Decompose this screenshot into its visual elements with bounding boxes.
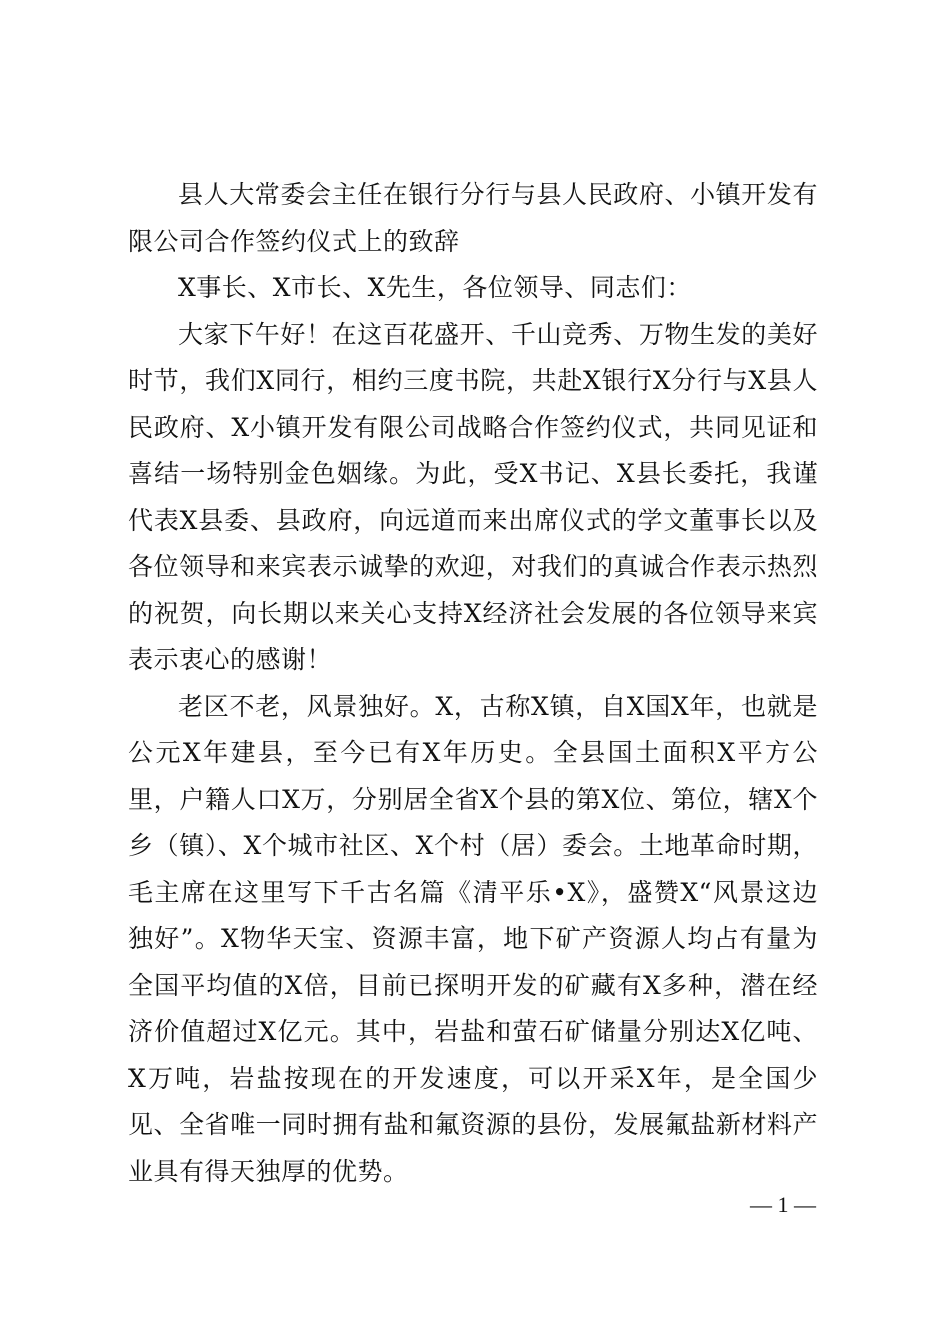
paragraph-county-overview: 老区不老，风景独好。X，古称X镇，自X国X年，也就是公元X年建县，至今已有X年历史。全县国土面积X平方公里，户籍人口X万，分别居全省X个县的第X位、第位，辖X个乡（镇）、X个城市社区、X个村（居）委会。土地革命时期，毛主席在这里写下千古名篇《清平乐•X》，盛赞X“风景这边独好”。X物华天宝、资源丰富，地下矿产资源人均占有量为全国平均值的X倍，目前已探明开发的矿藏有X多种，潜在经济价值超过X亿元。其中，岩盐和萤石矿储量分别达X亿吨、X万吨，岩盐按现在的开发速度，可以开采X年，是全国少见、全省唯一同时拥有盐和氟资源的县份，发展氟盐新材料产业具有得天独厚的优势。 — [128, 691, 818, 1186]
salutation: X事长、X市长、X先生，各位领导、同志们： — [178, 273, 692, 302]
page-number: — 1 — — [750, 1192, 816, 1217]
document-title: 县人大常委会主任在银行分行与县人民政府、小镇开发有限公司合作签约仪式上的致辞 — [128, 180, 818, 256]
document-body — [128, 172, 818, 1195]
paragraph-greeting: 大家下午好！在这百花盛开、千山竞秀、万物生发的美好时节，我们X同行，相约三度书院，共赴X银行X分行与X县人民政府、X小镇开发有限公司战略合作签约仪式，共同见证和喜结一场特别金色姻缘。为此，受X书记、X县长委托，我谨代表X县委、县政府，向远道而来出席仪式的学文董事长以及各位领导和来宾表示诚挚的欢迎，对我们的真诚合作表示热烈的祝贺，向长期以来关心支持X经济社会发展的各位领导来宾表示衷心的感谢！ — [128, 319, 818, 674]
